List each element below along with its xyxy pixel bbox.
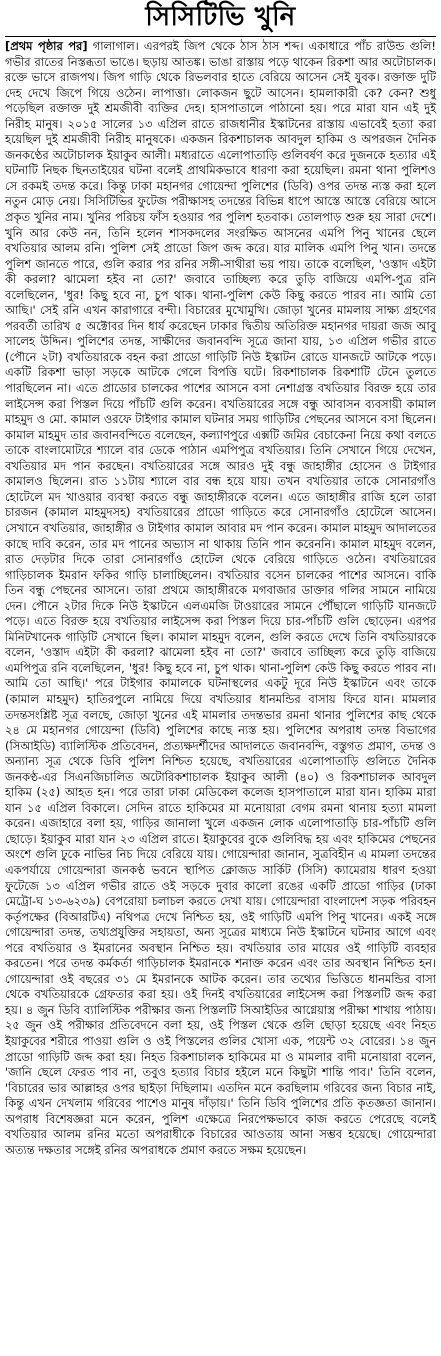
article-body — [5, 39, 436, 1158]
article-paragraph — [5, 39, 436, 1158]
headline: সিসিটিভি খুনি — [145, 2, 296, 32]
headline-divider — [5, 36, 436, 37]
article-text: গালাগাল। এরপরই জিপ থেকে ঠাস ঠাস শব্দ। একাধারে পাঁচ রাউন্ড গুলি! গভীর রাতের নিস্তব্ধতা ভাঙে। ছড়ায় আতঙ্ক। ভাঙা রাস্তায় পড়ে থাকেন রিকশা আর অটোচালক। রক্তে ভাসে রাজপথ। জিপ গাড়ি থেকে রিভলবার হাতে বেরিয়ে আসেন সেই যুবক। রক্তাক্ত দুটি দেহ দেখে জিপে গিয়ে ওঠেন। লাপাত্তা। লোকজন ছুটে আসেন। হামলাকারী কে? কেন? শুধু পড়েছিল রক্তাক্ত দুই শ্রমজীবী ব্যক্তির দেহ। হাসপাতালে পাঠানো হয়। পরে মারা যান এই দুই নিরীহ মানুষ। ২০১৫ সালের ১৩ এপ্রিল রাতে রাজধানীর ইস্কাটনের রাস্তায় এভাবেই হত্যা করা হয়েছিল দুই শ্রমজীবী নিরীহ মানুষকে। একজন রিকশাচালক আবদুল হাকিম ও অপরজন দৈনিক জনকণ্ঠের অটোচালক ইয়াকুব আলী। মধ্যরাতে এলোপাতাড়ি গুলিবর্ষণ করে দুজনকে হত্যার এই ঘটনাটি নিছক ছিনতাইয়ের ঘটনা বলেই প্রাথমিকভাবে ধারণা করা হয়েছিল। রমনা থানা পুলিশও সে রকমই তদন্ত করে। কিন্তু ঢাকা মহানগর গোয়েন্দা পুলিশের (ডিবি) ওপর তদন্ত ন্যস্ত করা হলে নতুন মোড় নেয়। সিসিটিভির ফুটেজ পরীক্ষাসহ তদন্তের বিভিন্ন ধাপে আস্তে আস্তে বেরিয়ে আসে প্রকৃত খুনির নাম। খুনির পরিচয় ফাঁস হওয়ার পর পুলিশ হতবাক। তোলপাড় শুরু হয় সারা দেশে। খুনি আর কেউ নন, তিনি হলেন শাসকদলের সংরক্ষিত আসনের এমপি পিনু খানের ছেলে বখতিয়ার আলম রনি। পুলিশ সেই প্রাডো জিপ জব্দ করে। যার মালিক এমপি পিনু খান। তদন্তে পুলিশ জানতে পারে, গুলি করার পর রনির সঙ্গী-সাথীরা ভয় পায়। তাকে বলেছিল, 'ওস্তাদ এইটা কী করলা? ঝামেলা হইব না তো?' জবাবে তাচ্ছিল্য করে তুড়ি বাজিয়ে এমপি-পুত্র রনি বলেছিলেন, 'ধুর! কিছু হবে না, চুপ থাক। থানা-পুলিশ কেউ কিছু করতে পারব না। আমি তো আছি।' সেই রনি এখন কারাগারে বন্দী। বিচারের মুখোমুখি। জোড়া খুনের মামলায় সাক্ষ্য গ্রহণের পরবর্তী তারিখ ৫ অক্টোবর দিন ধার্য করেছেন ঢাকার দ্বিতীয় অতিরিক্ত মহানগর দায়রা জজ আবু সালেহ উদ্দিন। পুলিশের তদন্ত, সাক্ষীদের জবানবন্দি সূত্রে জানা যায়, ১৩ এপ্রিল গভীর রাতে (পৌনে ২টা) বখতিয়ারকে বহন করা প্রাডো গাড়িটি নিউ ইস্কাটন রোডে যানজটে আটকে পড়ে। একটি রিকশা ভাড়া সড়কে আটকে গেলে বিপত্তি ঘটে। রিকশাচালক রিকশাটি টেনে তুলতে পারছিলেন না। এতে প্রাডোর চালকের পাশের আসনে বসা নেশাগ্রস্ত বখতিয়ার বিরক্ত হয়ে তার লাইসেন্স করা পিস্তল দিয়ে পাঁচটি গুলি করেন। বখতিয়ারের সঙ্গে বন্ধু আবাসন ব্যবসায়ী কামাল মাহমুদ ও মো. কামাল ওরফে টাইগার কামাল ঘটনার সময় গাড়িটির পেছনের আসনে বসা ছিলেন। কামাল মাহমুদ তার জবানবন্দিতে বলেছেন, কল্যাণপুরে এক্সটি জমির বেচাকেনা নিয়ে কথা বলতে তাকে বাংলামোটরে শ্যালে বার ডেকে পাঠান এমপিপুত্র বখতিয়ার। তিনি সেখানে গিয়ে দেখেন, বখতিয়ার মদ পান করছেন। বখতিয়ারের সঙ্গে আরও দুই বন্ধু জাহাঙ্গীর হোসেন ও টাইগার কামালও ছিলেন। রাত ১১টায় শ্যালে বার বন্ধ হয়ে যায়। তখন বখতিয়ার তাকে সোনারগাঁও হোটেলে মদ খাওয়ার ব্যবস্থা করতে বন্ধু জাহাঙ্গীরকে বলেন। এতে জাহাঙ্গীর রাজি হলে তারা চারজন (কামাল মাহমুদসহ) বখতিয়ারের প্রাডো গাড়িতে করে সোনারগাঁও হোটেলে আসেন। সেখানে বখতিয়ার, জাহাঙ্গীর ও টাইগার কামাল আবার মদ পান করেন। কামাল মাহমুদ আদালতের কাছে দাবি করেন, তার মদ পানের অভ্যাস না থাকায় তিনি পান করেননি। কামাল মাহমুদ বলেন, রাত দেড়টার দিকে তারা সোনারগাঁও হোটেল থেকে বেরিয়ে গাড়িতে ওঠেন। বখতিয়ারের গাড়িচালক ইমরান ফকির গাড়ি চালাচ্ছিলেন। বখতিয়ার বসেন চালকের পাশের আসনে। বাকি তিন বন্ধু পেছনের আসনে। তারা প্রথমে জাহাঙ্গীরকে মগবাজার ডাক্তার গলির সামনে নামিয়ে দেন। পৌনে ২টার দিকে নিউ ইস্কাটনে এলএমজি টাওয়ারের সামনে পৌঁছালে গাড়িটি যানজটে পড়ে। এতে বিরক্ত হয়ে বখতিয়ার লাইসেন্স করা পিস্তল দিয়ে চার-পাঁচটি গুলি ছোড়েন। এরপর মিনিটখানেক গাড়িটি সেখানে ছিল। কামাল মাহমুদ বলেন, গুলি করতে দেখে তিনি বখতিয়ারকে বলেন, 'ওস্তাদ এইটা কী করলা? ঝামেলা হইব না তো?' জবাবে তাচ্ছিল্য করে তুড়ি বাজিয়ে এমপিপুত্র রনি বলেছিলেন, 'ধুর! কিছু হবে না, চুপ থাক। থানা-পুলিশ কেউ কিছু করতে পারব না। আমি তো আছি।' পরে টাইগার কামালকে ঘটনাস্থলের একটু দূরে নিউ ইস্কাটনে এবং তাকে (কামাল মাহমুদ) হাতিরপুলে নামিয়ে দিয়ে বখতিয়ার ধানমন্ডির বাসায় ফিরে যান। মামলার তদন্তসংশ্লিষ্ট সূত্র বলছে, জোড়া খুনের এই মামলার তদন্তভার রমনা থানার পুলিশের কাছ থেকে ২৪ মে মহানগর গোয়েন্দা (ডিবি) পুলিশের কাছে ন্যস্ত হয়। পুলিশের অপরাধ তদন্ত বিভাগের (সিআইডি) ব্যালিস্টিক প্রতিবেদন, প্রত্যক্ষদর্শীদের আদালতে জবানবন্দি, বস্তুগত প্রমাণ, তদন্ত ও অন্যান্য সূত্র থেকে ডিবি পুলিশ নিশ্চিত হয়েছে, বখতিয়ারের এলোপাতাড়ি গুলিতে দৈনিক জনকণ্ঠ-এর সিএনজিচালিত অটোরিকশাচালক ইয়াকুব আলী (৪০) ও রিকশাচালক আবদুল হাকিম (২৫) আহত হন। পরে তারা ঢাকা মেডিকেল কলেজ হাসপাতালে মারা যান। হাকিম মারা যান ১৫ এপ্রিল বিকালে। সেদিন রাতে হাকিমের মা মনোয়ারা বেগম রমনা থানায় হত্যা মামলা করেন। এজাহারে বলা হয়, গাড়ির জানালা খুলে একজন লোক এলোপাতাড়ি চার-পাঁচটি গুলি ছোড়ে। ইয়াকুব মারা যান ২৩ এপ্রিল রাতে। ইয়াকুবের বুকে গুলিবিদ্ধ হয় এবং হাকিমের পেছনের অংশে গুলি ঢুকে নাভির নিচ দিয়ে বেরিয়ে যায়। গোয়েন্দারা জানান, সুত্রবিহীন এ মামলা তদন্তের একপর্যায়ে গোয়েন্দারা জনকণ্ঠ ভবনে স্থাপিত ক্লোজড সার্কিট (সিসি) ক্যামেরায় ধারণ হওয়া ফুটেজে ১৩ এপ্রিল গভীর রাতে ওই সড়কে দুবার কালো রঙের একটি প্রাডো গাড়ির (ঢাকা মেট্রো-ঘ ১৩-৬২৩৯) বেপরোয়া চলাচল করতে দেখা যায়। গোয়েন্দারা বাংলাদেশ সড়ক পরিবহন কর্তৃপক্ষের (বিআরটিএ) নথিপত্র দেখে নিশ্চিত হয়, ওই গাড়িটি এমপি পিনু খানের। একই সঙ্গে গোয়েন্দারা তদন্ত, তথ্যপ্রযুক্তির সহায়তা, অন্য সূত্রের মাধ্যমে নিউ ইস্কাটনে ঘটনার আগে এবং পরে বখতিয়ার ও ইমরানের অবস্থান নিশ্চিত হয়। বখতিয়ার তার মায়ের ওই গাড়িটি ব্যবহার করতেন। পরে তদন্ত কর্মকর্তা গাড়িচালক ইমরানকে শনাক্ত করেন এবং তার অবস্থান নিশ্চিত হন। গোয়েন্দারা ওই বছরের ৩১ মে ইমরানকে আটক করেন। তার তথ্যের ভিত্তিতে ধানমন্ডির বাসা থেকে বখতিয়ারকে গ্রেফতার করা হয়। ওই দিনই বখতিয়ারের লাইসেন্স করা পিস্তলটি জব্দ করা হয়। ৪ জুন ডিবি ব্যালিস্টিক পরীক্ষার জন্য পিস্তলটি সিআইডির আগ্নেয়াস্ত্র পরীক্ষা শাখায় পাঠায়। ২৫ জুন ওই পরীক্ষার প্রতিবেদনে বলা হয়, ওই পিস্তল থেকে গুলি ছোড়া হয়েছে এবং নিহত ইয়াকুবের শরীরে পাওয়া গুলি ও ওই পিস্তলের গুলির খোসা এক, পয়েন্ট ৩২ বোরের। ১৪ জুন প্রাডো গাড়িটি জব্দ করা হয়। নিহত রিকশাচালক হাকিমের মা ও মামলার বাদী মনোয়ারা বলেন, 'জানি ছেলে ফেরত পাব না, তবুও হত্যার বিচার হইলে মনে কিছুটা শান্তি পাব।' তিনি বলেন, 'বিচারের ভার আল্লাহর ওপর ছাইড়া দিছিলাম। এতদিন মনে করছিলাম গরিবের জন্য বিচার নাই, কিন্তু এখন দেখলাম গরিবের পাশেও মানুষ দাঁড়ায়।' তিনি ডিবি পুলিশের প্রতি কৃতজ্ঞতা জানান। অপরাধ বিশেষজ্ঞরা মনে করেন, পুলিশ এক্ষেত্রে নিরপেক্ষভাবে কাজ করতে পেরেছে বলেই বখতিয়ার আলম রনির মতো অপরাধীকে বিচারের আওতায় আনা সম্ভব হয়েছে। গোয়েন্দারা অত্যন্ত দক্ষতার সঙ্গেই রনির অপরাধকে প্রমাণ করতে সক্ষম হয়েছেন। — [5, 39, 436, 1157]
continuation-tag: [প্রথম পৃষ্ঠার পর] — [5, 39, 88, 53]
